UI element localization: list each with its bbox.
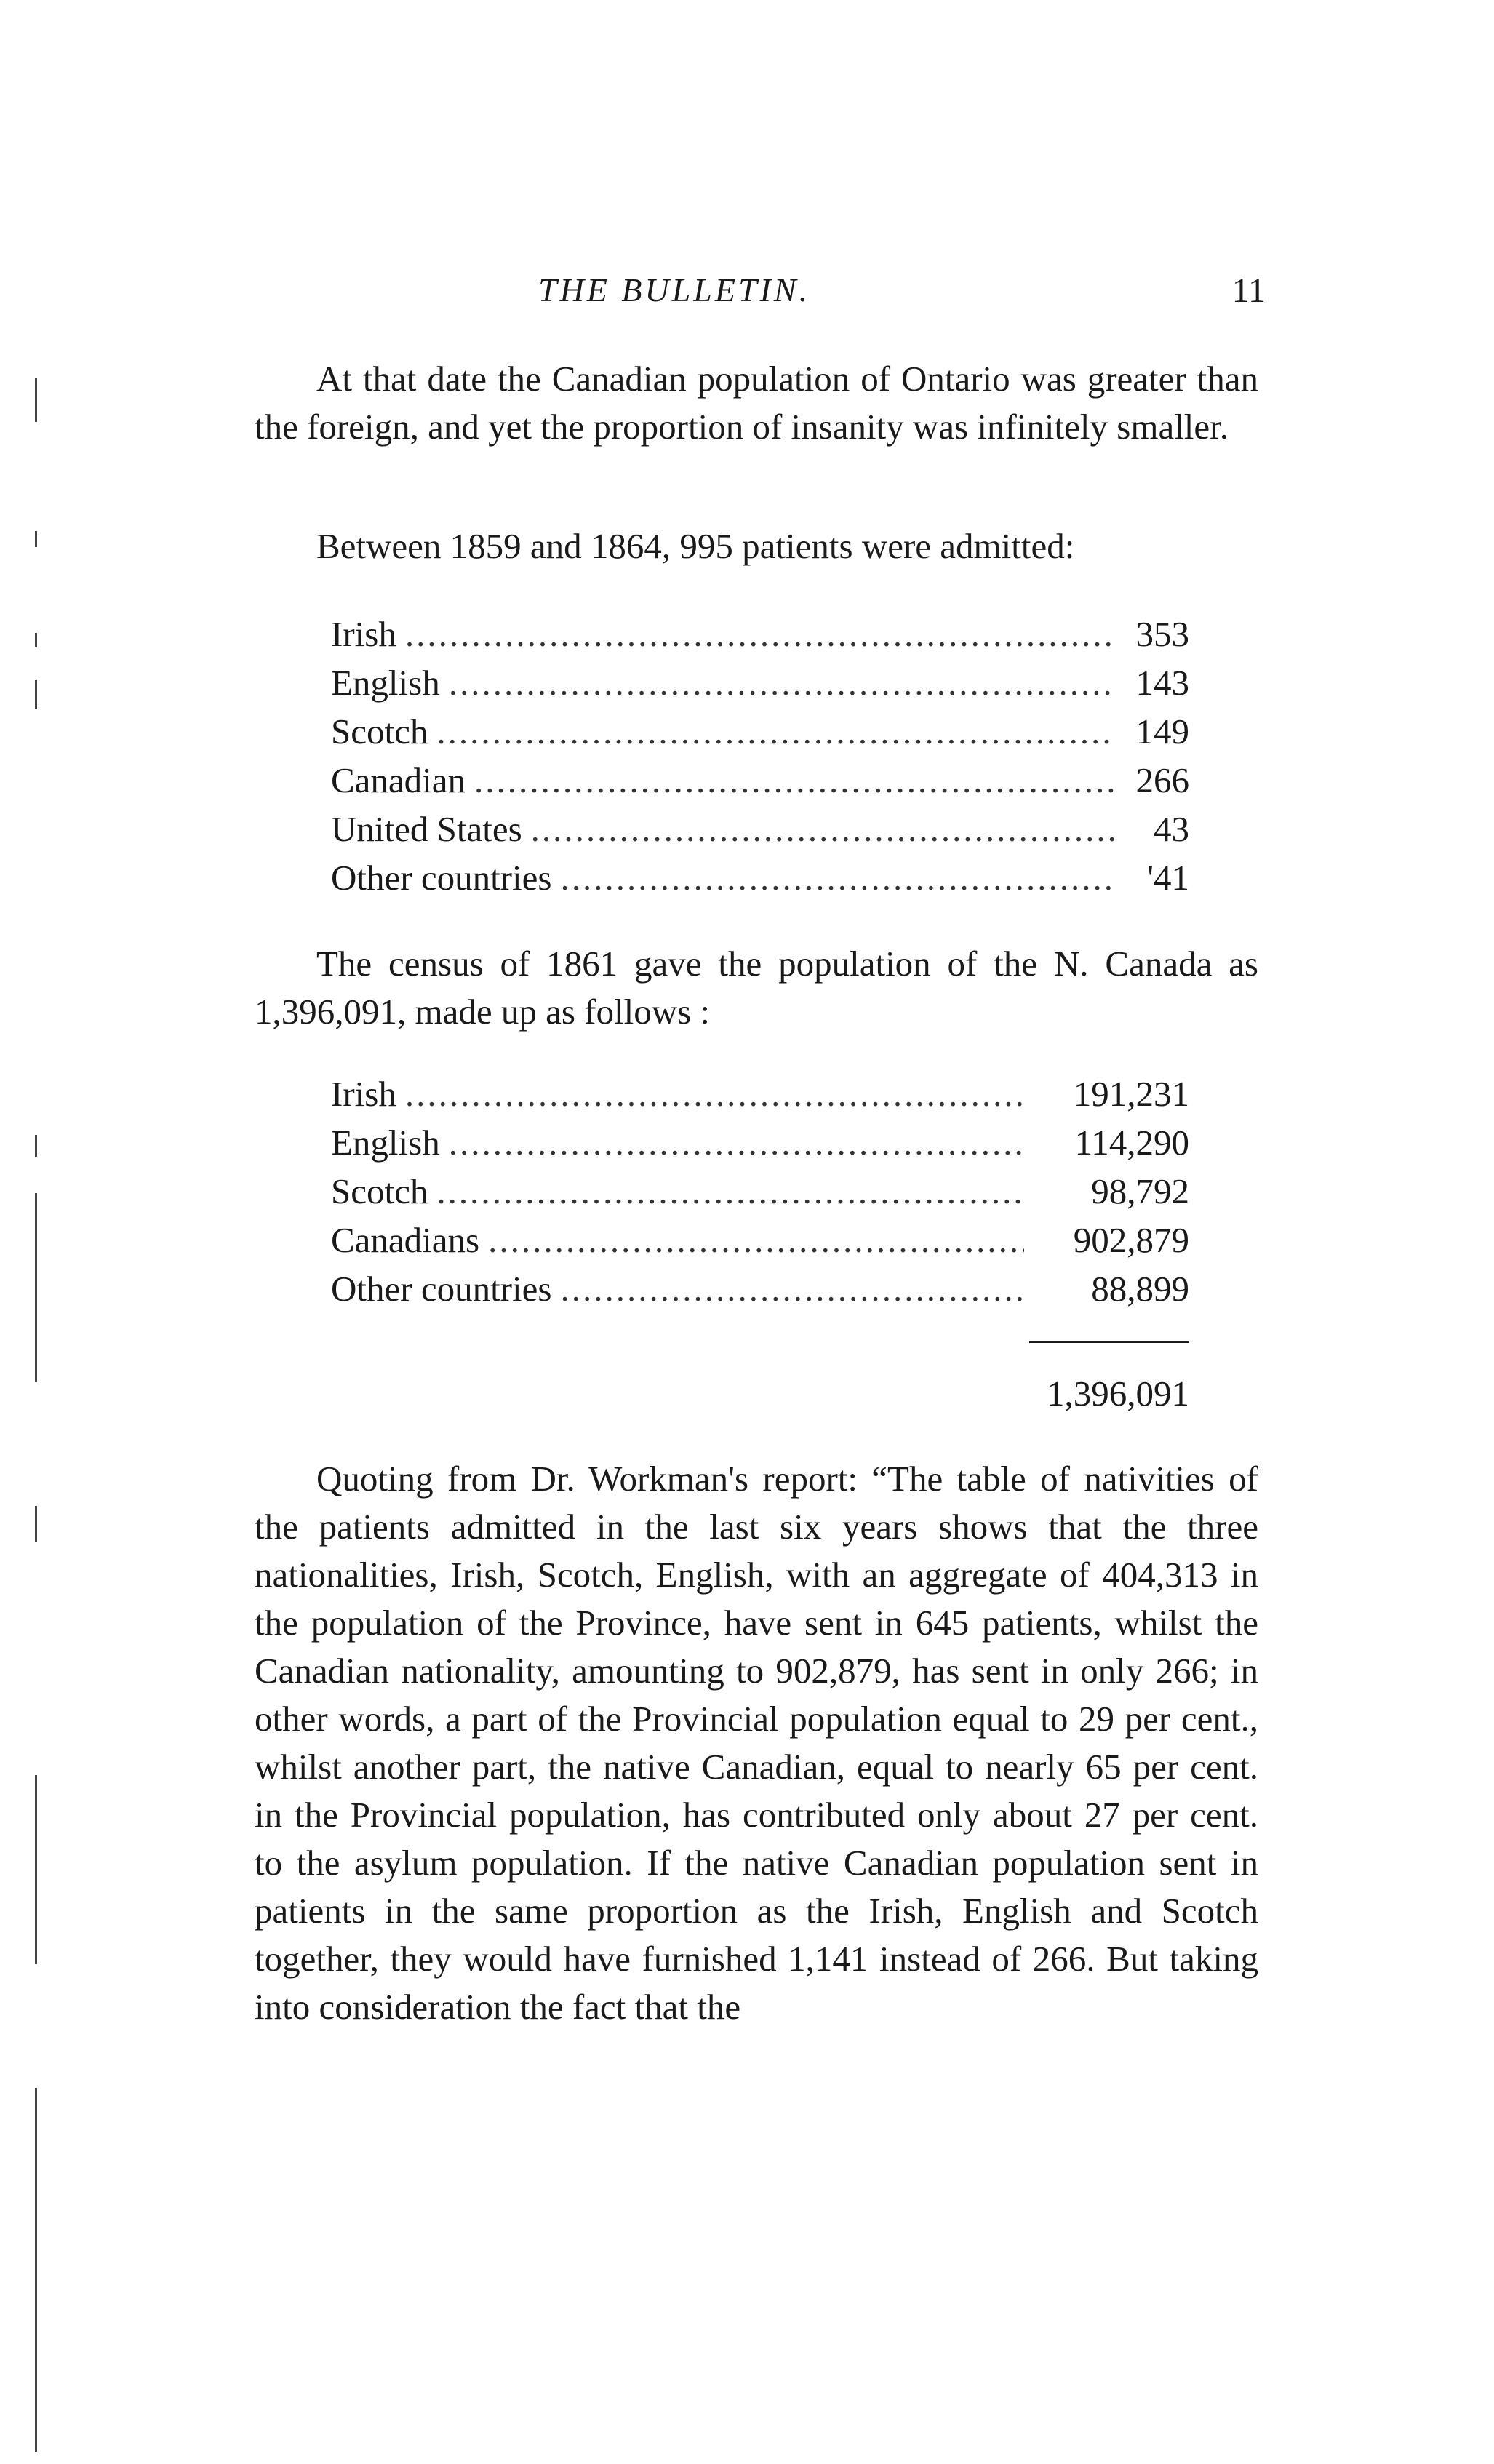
census-table [331,1069,1189,1313]
page-number: 11 [1231,271,1266,310]
table-row [331,658,1189,707]
row-label: Canadian [331,760,466,800]
dot-leader [474,756,1115,805]
row-label: English [331,663,440,703]
row-value: 88,899 [1091,1269,1189,1309]
running-title: THE BULLETIN. [538,271,811,308]
row-label: Irish [331,1074,396,1114]
dot-leader [405,610,1115,658]
dot-leader [560,1264,1024,1313]
row-value: 114,290 [1074,1123,1189,1163]
census-total: 1,396,091 [1047,1373,1189,1414]
row-value: 353 [1135,614,1189,654]
patients-table [331,610,1189,902]
total-rule [1029,1341,1189,1343]
row-label: Irish [331,614,396,654]
row-value: 266 [1135,760,1189,800]
row-value: 902,879 [1073,1220,1189,1260]
dot-leader [531,805,1115,853]
table-row [331,1069,1189,1118]
row-value: 149 [1135,711,1189,751]
table-row [331,1167,1189,1216]
row-label: English [331,1123,440,1163]
row-label: Scotch [331,711,428,751]
paragraph-2: Between 1859 and 1864, 995 patients were admitted: [316,526,1075,566]
row-label: United States [331,809,522,849]
row-label: Scotch [331,1171,428,1211]
row-label: Other countries [331,858,552,898]
dot-leader [449,658,1115,707]
dot-leader [436,707,1115,756]
table-row [331,805,1189,853]
paragraph-3: The census of 1861 gave the population of the N. Canada as 1,396,091, made up as follows : [255,944,1258,1032]
table-row [331,610,1189,658]
dot-leader [405,1069,1024,1118]
scan-margin-marks [22,0,51,2464]
table-row [331,1264,1189,1313]
row-value: 98,792 [1091,1171,1189,1211]
table-row [331,756,1189,805]
row-value: 191,231 [1073,1074,1189,1114]
dot-leader [436,1167,1024,1216]
row-value: '41 [1147,858,1189,898]
table-row [331,1118,1189,1167]
row-label: Canadians [331,1220,480,1260]
dot-leader [449,1118,1024,1167]
dot-leader [488,1216,1024,1264]
row-value: 143 [1135,663,1189,703]
table-row [331,707,1189,756]
table-row [331,1216,1189,1264]
row-value: 43 [1154,809,1189,849]
paragraph-4: Quoting from Dr. Workman's report: “The table of nativities of the patients admitted in the last six years shows that the three nationalities, Irish, Scotch, English, with an aggregate of 404,313 in the population of the Province, have sent in 645 patients, whilst the Canadian nationality, amounting to 902,879, has sent in only 266; in other words, a part of the Provincial population equal to 29 per cent., whilst another part, the native Canadian, equal to nearly 65 per cent. in the Provincial population, has contributed only about 27 per cent. to the asylum population. If the native Canadian population sent in patients in the same proportion as the Irish, English and Scotch together, they would have furnished 1,141 instead of 266. But taking into consideration the fact that the [255,1459,1258,2027]
running-header [247,271,1266,322]
dot-leader [560,853,1115,902]
table-row [331,853,1189,902]
paragraph-1: At that date the Canadian population of Ontario was greater than the foreign, and yet the proportion of insanity was infinitely smaller. [255,359,1258,447]
row-label: Other countries [331,1269,552,1309]
